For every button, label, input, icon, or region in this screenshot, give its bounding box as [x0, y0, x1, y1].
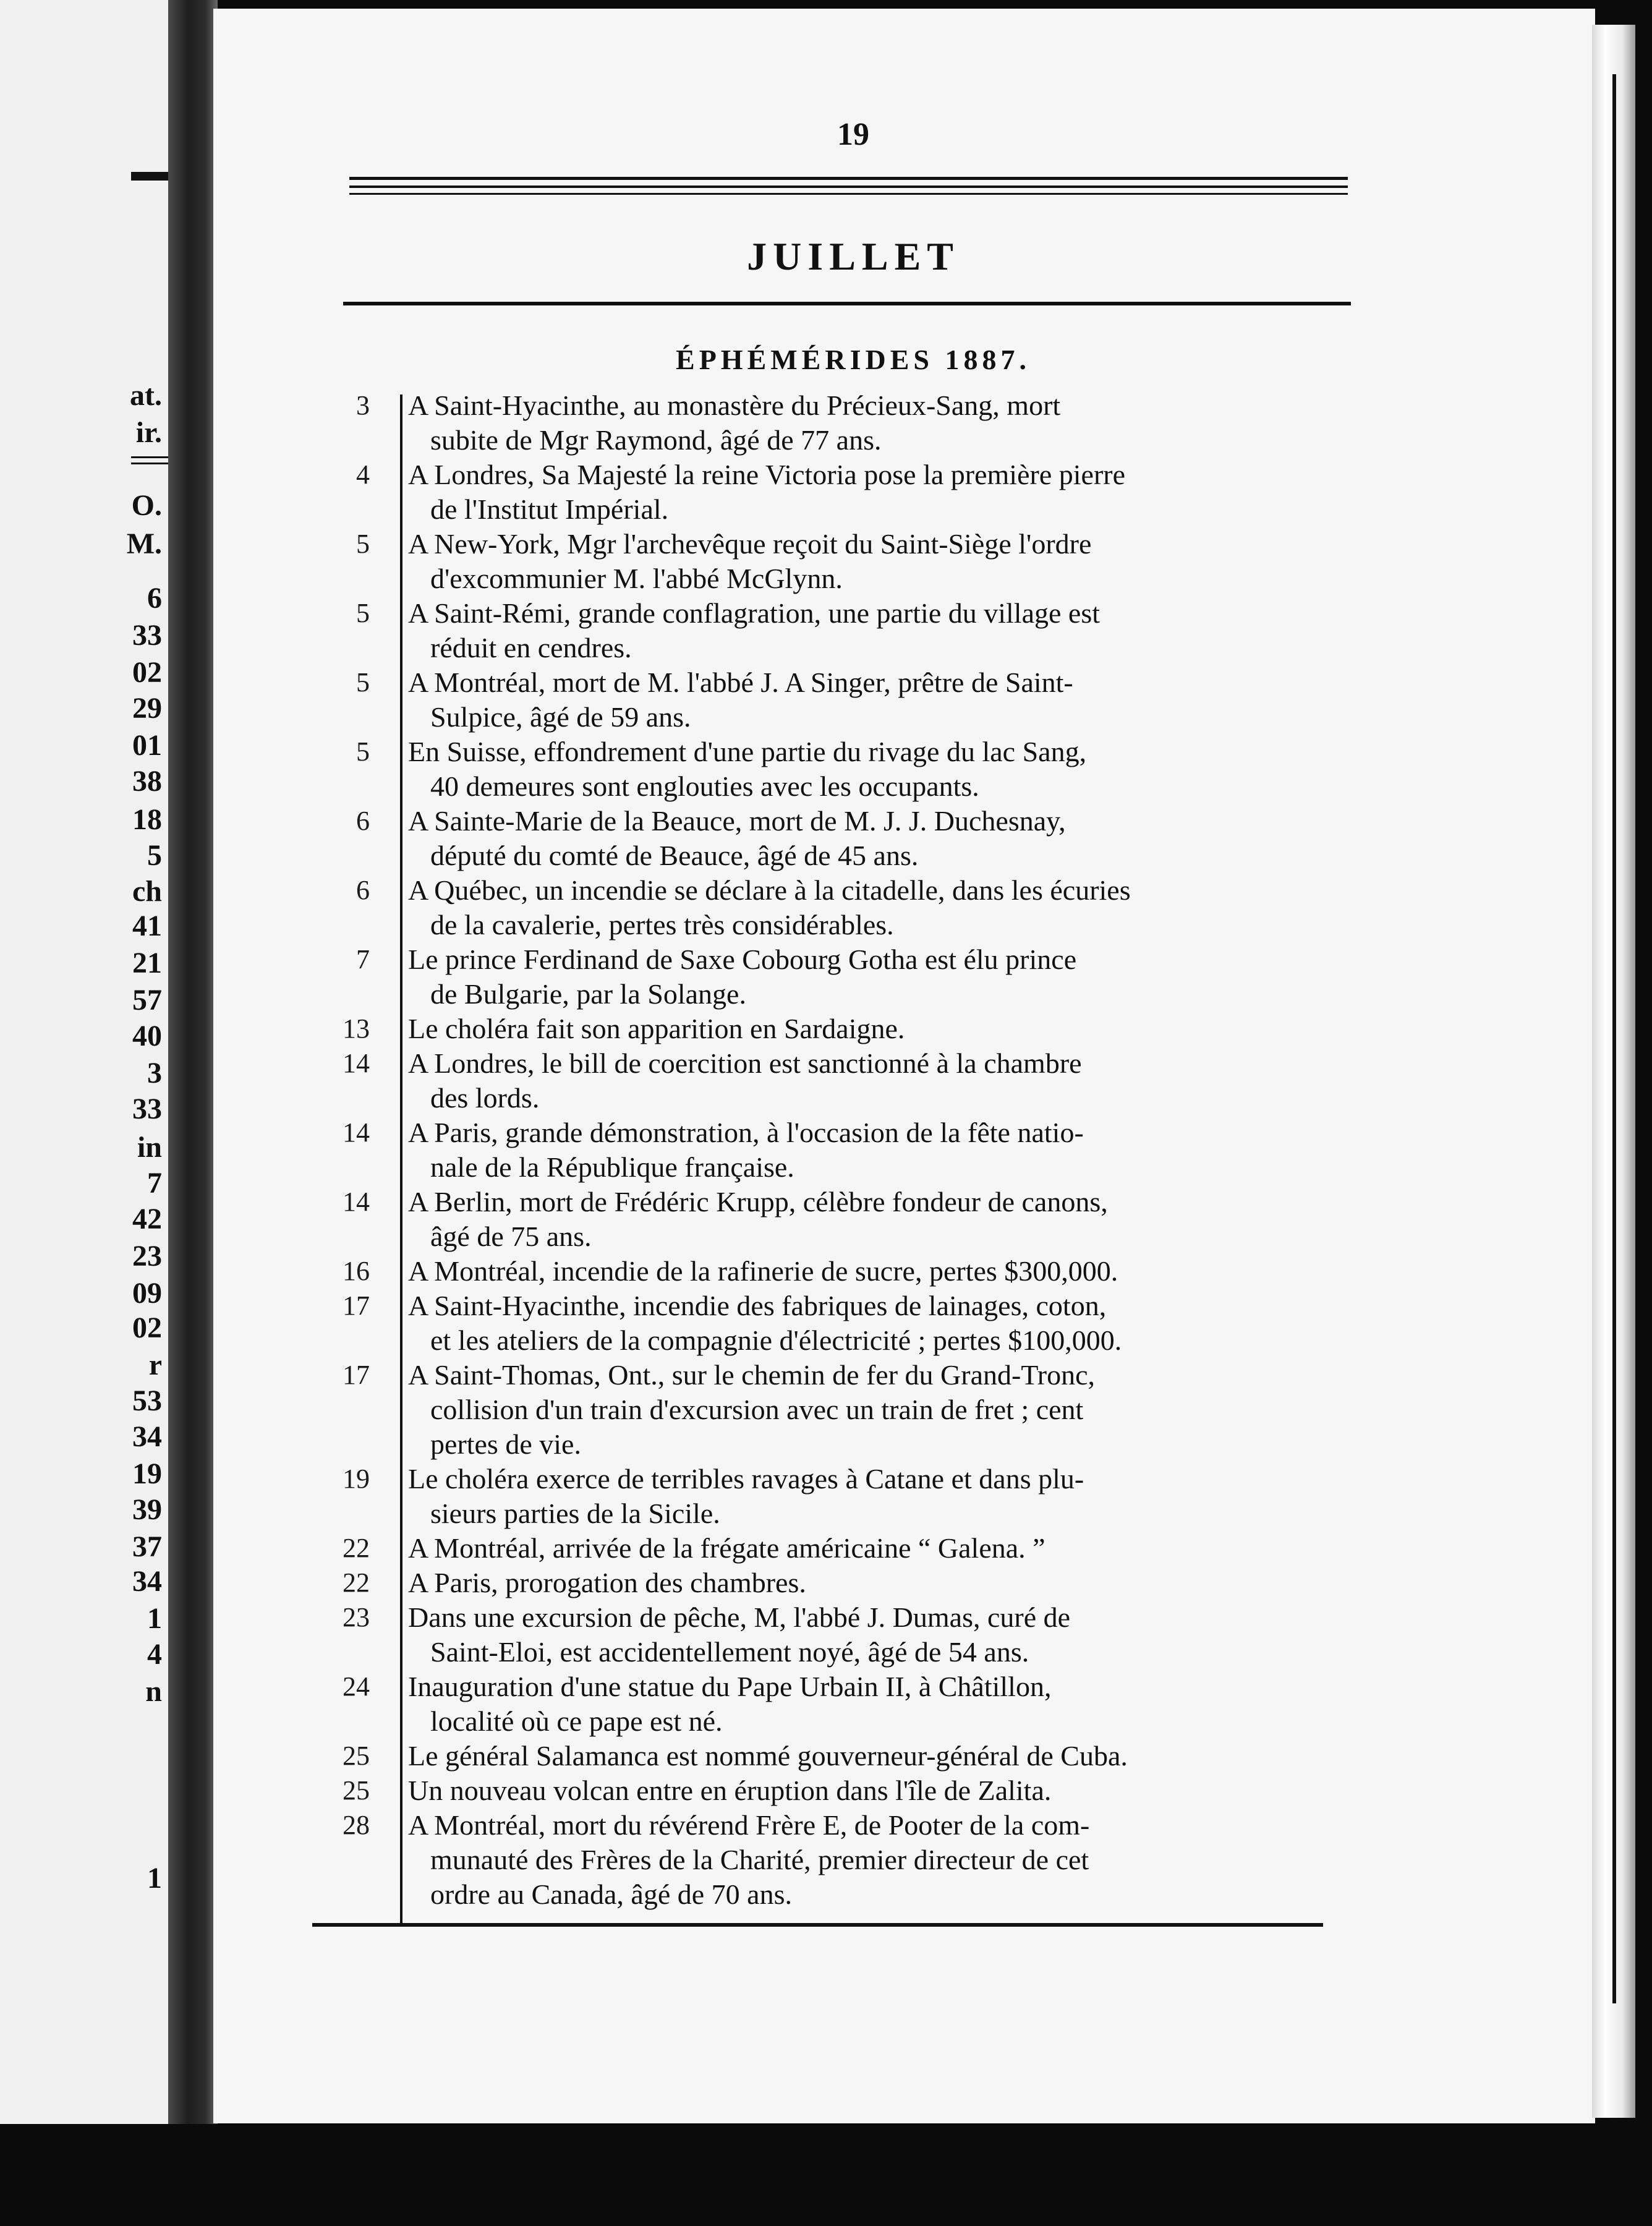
entry-line: En Suisse, effondrement d'une partie du rivage du lac Sang,: [408, 736, 1087, 767]
entry-line: A Montréal, mort du révérend Frère E, de Pooter de la com-: [408, 1809, 1090, 1841]
entry-text: [408, 388, 1360, 458]
entry-line: Le prince Ferdinand de Saxe Cobourg Gotha est élu prince: [408, 944, 1077, 975]
left-page-rule: [131, 172, 168, 181]
left-page-fragment-text: 37: [132, 1530, 162, 1563]
left-page-fragment-text: 1: [147, 1602, 162, 1635]
ephemeris-entry: [321, 1566, 1360, 1600]
ephemeris-entry: [321, 665, 1360, 735]
left-page-fragment-text: 02: [132, 1311, 162, 1344]
left-page-fragment-text: 4: [147, 1638, 162, 1671]
entry-text: [408, 665, 1360, 735]
left-page-fragment-text: 34: [132, 1565, 162, 1598]
left-page-fragment-text: 1: [147, 1862, 162, 1895]
entry-text: [408, 942, 1360, 1012]
header-rule-top: [349, 177, 1348, 180]
entry-line: des lords.: [430, 1082, 540, 1114]
entry-day: 4: [356, 459, 370, 490]
left-page-fragment-text: 5: [147, 839, 162, 872]
entry-line: ordre au Canada, âgé de 70 ans.: [430, 1878, 792, 1910]
entry-day: 5: [356, 529, 370, 559]
entry-day: 7: [356, 944, 370, 974]
entry-line: Dans une excursion de pêche, M, l'abbé J. Dumas, curé de: [408, 1601, 1071, 1633]
entry-day: 5: [356, 667, 370, 697]
left-page-fragment-text: 57: [132, 984, 162, 1017]
ephemeris-entry: [321, 1046, 1360, 1115]
left-page-fragment-text: 40: [132, 1020, 162, 1052]
ephemeris-entry: [321, 458, 1360, 527]
entry-line: A Londres, Sa Majesté la reine Victoria pose la première pierre: [408, 459, 1125, 490]
ephemeris-entry: [321, 388, 1360, 458]
entry-day: 22: [343, 1533, 370, 1563]
entry-line: Le choléra exerce de terribles ravages à Catane et dans plu-: [408, 1463, 1084, 1495]
entry-text: [408, 527, 1360, 596]
ephemeris-entry: [321, 1289, 1360, 1358]
entry-text: [408, 1600, 1360, 1669]
left-page-fragment-text: 01: [132, 729, 162, 762]
ephemeris-entry: [321, 1012, 1360, 1046]
left-page-fragment-text: 19: [132, 1457, 162, 1490]
entry-line: A Londres, le bill de coercition est sanctionné à la chambre: [408, 1047, 1082, 1079]
entry-line: âgé de 75 ans.: [430, 1221, 592, 1252]
left-page-fragment-text: 41: [132, 910, 162, 942]
left-page-fragment-text: O.: [131, 489, 162, 522]
left-page-fragment: [0, 0, 168, 2124]
left-page-fragment-text: 34: [132, 1420, 162, 1453]
header-rule-bottom: [349, 186, 1348, 188]
entry-line: A Saint-Hyacinthe, au monastère du Précieux-Sang, mort: [408, 390, 1061, 421]
entry-day: 28: [343, 1810, 370, 1840]
entry-line: 40 demeures sont englouties avec les occupants.: [430, 770, 979, 802]
entry-line: Le choléra fait son apparition en Sardaigne.: [408, 1013, 905, 1044]
entry-text: [408, 458, 1360, 527]
entry-day: 17: [343, 1290, 370, 1321]
entry-line: munauté des Frères de la Charité, premier directeur de cet: [430, 1844, 1089, 1875]
entry-day: 13: [343, 1013, 370, 1044]
entry-line: Un nouveau volcan entre en éruption dans l'île de Zalita.: [408, 1775, 1052, 1806]
left-page-fragment-text: r: [148, 1349, 162, 1381]
entry-line: collision d'un train d'excursion avec un train de fret ; cent: [430, 1394, 1084, 1425]
entry-line: A Saint-Hyacinthe, incendie des fabriques de lainages, coton,: [408, 1290, 1107, 1321]
entry-day: 14: [343, 1048, 370, 1078]
entry-line: A Saint-Thomas, Ont., sur le chemin de fer du Grand-Tronc,: [408, 1359, 1096, 1391]
ephemeris-entry: [321, 596, 1360, 665]
left-page-fragment-text: at.: [130, 379, 162, 412]
entry-text: [408, 1185, 1360, 1254]
entry-line: A Saint-Rémi, grande conflagration, une partie du village est: [408, 597, 1101, 629]
entry-line: réduit en cendres.: [430, 632, 632, 663]
page-number: 19: [837, 117, 869, 152]
entry-day: 25: [343, 1741, 370, 1771]
entry-line: Saint-Eloi, est accidentellement noyé, âgé de 54 ans.: [430, 1636, 1029, 1668]
entry-text: [408, 1773, 1360, 1808]
entry-day: 23: [343, 1602, 370, 1632]
left-page-fragment-text: 7: [147, 1167, 162, 1200]
entry-text: [408, 596, 1360, 665]
ephemerides-list: [321, 388, 1360, 1928]
entry-text: [408, 873, 1360, 942]
entry-text: [408, 1531, 1360, 1566]
left-page-fragment-text: 23: [132, 1240, 162, 1273]
entry-text: [408, 1808, 1360, 1912]
left-page-fragment-text: n: [145, 1675, 162, 1708]
ephemeris-entry: [321, 1185, 1360, 1254]
left-page-fragment-text: in: [137, 1131, 162, 1164]
ephemeris-entry: [321, 1600, 1360, 1669]
entry-text: [408, 1669, 1360, 1739]
left-page-fragment-text: ir.: [135, 416, 162, 449]
entry-line: sieurs parties de la Sicile.: [430, 1498, 720, 1529]
entry-text: [408, 1358, 1360, 1462]
entry-line: d'excommunier M. l'abbé McGlynn.: [430, 563, 843, 594]
title-rule: [343, 302, 1351, 305]
entry-day: 14: [343, 1117, 370, 1148]
ephemeris-entry: [321, 1808, 1360, 1912]
left-page-fragment-text: 09: [132, 1277, 162, 1310]
ephemeris-entry: [321, 1739, 1360, 1773]
entry-text: [408, 1566, 1360, 1600]
ephemeris-entry: [321, 942, 1360, 1012]
entry-day: 22: [343, 1567, 370, 1598]
entry-day: 6: [356, 875, 370, 905]
entry-day: 19: [343, 1464, 370, 1494]
left-page-fragment-text: 38: [132, 765, 162, 798]
left-page-fragment-text: 6: [147, 582, 162, 615]
ephemeris-entry: [321, 735, 1360, 804]
ephemeris-entry: [321, 1773, 1360, 1808]
left-page-fragment-text: 33: [132, 619, 162, 652]
entry-line: A Paris, grande démonstration, à l'occasion de la fête natio-: [408, 1117, 1084, 1148]
header-rule-thin: [349, 193, 1348, 195]
entry-text: [408, 804, 1360, 873]
entry-text: [408, 1739, 1360, 1773]
entry-line: nale de la République française.: [430, 1151, 794, 1183]
ephemeris-entry: [321, 527, 1360, 596]
left-page-fragment-text: 3: [147, 1057, 162, 1090]
ephemeris-entry: [321, 1669, 1360, 1739]
entry-line: Inauguration d'une statue du Pape Urbain II, à Châtillon,: [408, 1671, 1052, 1702]
ephemerides-heading: ÉPHÉMÉRIDES 1887.: [676, 344, 1031, 375]
ephemeris-entry: [321, 1462, 1360, 1531]
ephemeris-entry: [321, 1531, 1360, 1566]
entry-text: [408, 735, 1360, 804]
entry-line: Sulpice, âgé de 59 ans.: [430, 701, 691, 733]
ephemeris-entry: [321, 1358, 1360, 1462]
left-page-fragment-text: 42: [132, 1203, 162, 1235]
entry-line: A Montréal, incendie de la rafinerie de sucre, pertes $300,000.: [408, 1255, 1118, 1287]
left-page-fragment-text: 39: [132, 1493, 162, 1526]
entry-line: Le général Salamanca est nommé gouverneur-général de Cuba.: [408, 1740, 1128, 1772]
entry-day: 3: [356, 390, 370, 420]
left-page-fragment-text: 18: [132, 803, 162, 836]
left-page-fragment-text: 33: [132, 1093, 162, 1125]
bottom-rule: [312, 1923, 1323, 1927]
entry-line: A New-York, Mgr l'archevêque reçoit du Saint-Siège l'ordre: [408, 528, 1092, 560]
entry-day: 5: [356, 598, 370, 628]
entry-day: 25: [343, 1775, 370, 1806]
entry-line: de Bulgarie, par la Solange.: [430, 978, 746, 1010]
ephemeris-entry: [321, 873, 1360, 942]
entry-line: A Paris, prorogation des chambres.: [408, 1567, 806, 1598]
entry-day: 5: [356, 736, 370, 767]
entry-line: de la cavalerie, pertes très considérables.: [430, 909, 894, 940]
entry-line: de l'Institut Impérial.: [430, 493, 669, 525]
entry-day: 16: [343, 1256, 370, 1286]
left-page-fragment-text: 29: [132, 692, 162, 725]
entry-line: subite de Mgr Raymond, âgé de 77 ans.: [430, 424, 882, 456]
entry-line: député du comté de Beauce, âgé de 45 ans.: [430, 840, 919, 871]
entry-text: [408, 1462, 1360, 1531]
entry-text: [408, 1115, 1360, 1185]
month-title: JUILLET: [747, 234, 960, 278]
entry-line: pertes de vie.: [430, 1428, 581, 1460]
book-gutter: [168, 0, 218, 2124]
entry-text: [408, 1254, 1360, 1289]
page-edge-line: [1612, 74, 1616, 2003]
left-page-fragment-text: ch: [132, 875, 162, 908]
entry-day: 14: [343, 1187, 370, 1217]
entry-text: [408, 1012, 1360, 1046]
left-page-fragment-text: M.: [126, 527, 162, 560]
left-page-fragment-text: 21: [132, 947, 162, 979]
left-page-rule: [131, 456, 168, 458]
entry-line: localité où ce pape est né.: [430, 1705, 723, 1737]
left-page-fragment-text: 53: [132, 1384, 162, 1417]
ephemeris-entry: [321, 804, 1360, 873]
left-page-fragment-text: 02: [132, 656, 162, 689]
entry-text: [408, 1046, 1360, 1115]
entry-line: A Berlin, mort de Frédéric Krupp, célèbre fondeur de canons,: [408, 1186, 1108, 1217]
entry-day: 17: [343, 1360, 370, 1390]
ephemeris-entry: [321, 1254, 1360, 1289]
entry-line: A Québec, un incendie se déclare à la citadelle, dans les écuries: [408, 874, 1131, 906]
left-page-rule: [131, 463, 168, 464]
entry-text: [408, 1289, 1360, 1358]
ephemeris-entry: [321, 1115, 1360, 1185]
entry-line: A Montréal, arrivée de la frégate américaine “ Galena. ”: [408, 1532, 1045, 1564]
entry-day: 6: [356, 806, 370, 836]
entry-line: A Sainte-Marie de la Beauce, mort de M. J. J. Duchesnay,: [408, 805, 1066, 837]
entry-line: A Montréal, mort de M. l'abbé J. A Singer, prêtre de Saint-: [408, 667, 1073, 698]
entry-day: 24: [343, 1671, 370, 1702]
entry-line: et les ateliers de la compagnie d'électricité ; pertes $100,000.: [430, 1324, 1122, 1356]
